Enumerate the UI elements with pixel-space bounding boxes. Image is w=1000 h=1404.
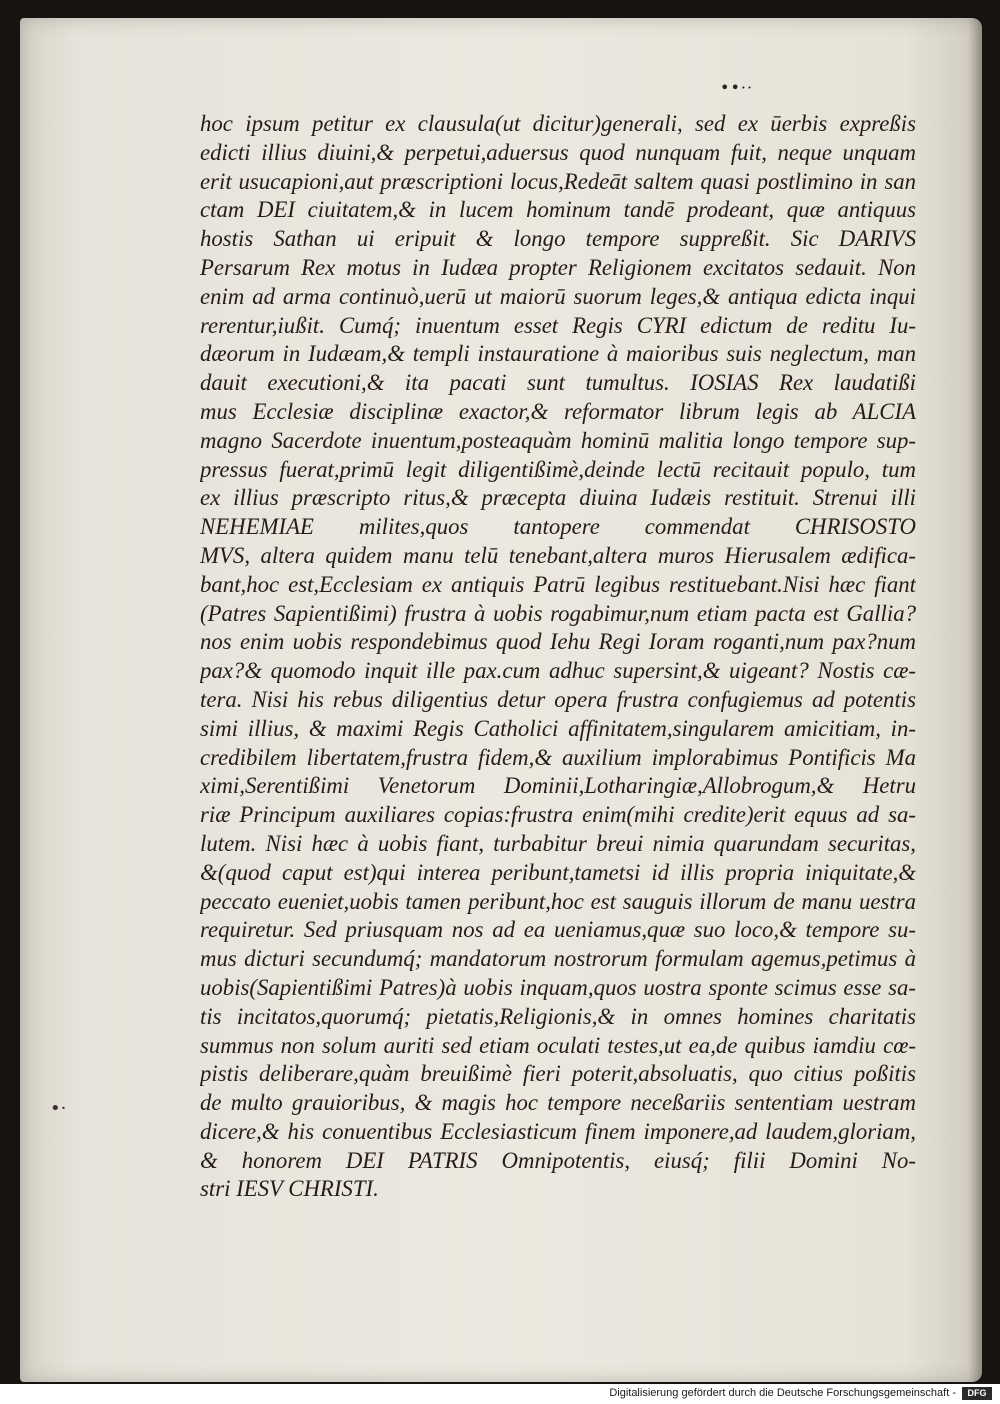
dfg-logo-icon: DFG xyxy=(962,1387,992,1400)
funding-credit: Digitalisierung gefördert durch die Deutsche Forschungsgemeinschaft - xyxy=(609,1387,956,1399)
text-line: peccato eueniet,uobis tamen peribunt,hoc est sauguis illorum de manu uestra xyxy=(200,888,916,914)
text-line-last: stri IESV CHRISTI. xyxy=(200,1176,379,1202)
stray-ink-mark: •· xyxy=(50,1098,67,1119)
text-line: tis incitatos,quorumq́; pietatis,Religionis,& in omnes homines charitatis xyxy=(200,1003,916,1029)
text-line: rerentur,iußit. Cumq́; inuentum esset Regis CYRI edictum de reditu Iu- xyxy=(200,312,916,338)
text-line: pressus fuerat,primū legit diligentißimè,deinde lectū recitauit populo, tum xyxy=(200,456,916,482)
footer-bar xyxy=(0,1384,1000,1404)
text-line: tera. Nisi his rebus diligentius detur opera frustra confugiemus ad potentis xyxy=(200,686,916,712)
text-line: MVS, altera quidem manu telū tenebant,altera muros Hierusalem ædifica- xyxy=(200,542,916,568)
text-line: credibilem libertatem,frustra fidem,& auxilium implorabimus Pontificis Ma xyxy=(200,744,916,770)
text-line: ximi,Serentißimi Venetorum Dominii,Lotharingiæ,Allobrogum,& Hetru xyxy=(200,773,916,799)
text-line: &(quod caput est)qui interea peribunt,tametsi id illis propria iniquitate,& xyxy=(200,859,916,885)
signature-mark: ••·· xyxy=(720,78,754,97)
text-line: NEHEMIAE milites,quos tantopere commendat CHRISOSTO xyxy=(200,514,916,540)
text-line: erit usucapioni,aut præscriptioni locus,Redeāt saltem quasi postlimino in san xyxy=(200,168,916,194)
text-line: requiretur. Sed priusquam nos ad ea ueniamus,quæ suo loco,& tempore su- xyxy=(200,917,916,943)
text-line: dauit executioni,& ita pacati sunt tumultus. IOSIAS Rex laudatißi xyxy=(200,370,916,396)
text-line: ex illius præscripto ritus,& præcepta diuina Iudæis restituit. Strenui illi xyxy=(200,485,916,511)
book-page xyxy=(20,18,982,1382)
body-text xyxy=(200,110,916,1204)
text-line: hostis Sathan ui eripuit & longo tempore suppreßit. Sic DARIVS xyxy=(200,226,916,252)
text-line: Persarum Rex motus in Iudæa propter Religionem excitatos sedauit. Non xyxy=(200,254,916,280)
text-line: de multo grauioribus, & magis hoc tempore neceßariis sententiam uestram xyxy=(200,1090,916,1116)
text-line: bant,hoc est,Ecclesiam ex antiquis Patrū legibus restituebant.Nisi hæc fiant xyxy=(200,571,916,597)
text-line: magno Sacerdote inuentum,posteaquàm hominū malitia longo tempore sup- xyxy=(200,427,916,453)
text-line: (Patres Sapientißimi) frustra à uobis rogabimur,num etiam pacta est Gallia? xyxy=(200,600,916,626)
text-line: dicere,& his conuentibus Ecclesiasticum finem imponere,ad laudem,gloriam, xyxy=(200,1118,916,1144)
text-line: simi illius, & maximi Regis Catholici affinitatem,singularem amicitiam, in- xyxy=(200,715,916,741)
page-edge-shadow xyxy=(968,18,982,1382)
text-line: ctam DEI ciuitatem,& in lucem hominum tandē prodeant, quæ antiquus xyxy=(200,197,916,223)
text-line: & honorem DEI PATRIS Omnipotentis, eiusq́; filii Domini No- xyxy=(200,1147,916,1173)
text-line: uobis(Sapientißimi Patres)à uobis inquam,quos uostra sponte scimus esse sa- xyxy=(200,974,916,1000)
text-line: summus non solum auriti sed etiam oculati testes,ut ea,de quibus iamdiu cœ- xyxy=(200,1032,916,1058)
text-line: pax?& quomodo inquit ille pax.cum adhuc supersint,& uigeant? Nostis cæ- xyxy=(200,658,916,684)
text-line: pistis deliberare,quàm breuißimè fieri poterit,absoluatis, quo citius poßitis xyxy=(200,1061,916,1087)
text-line: hoc ipsum petitur ex clausula(ut dicitur)generali, sed ex ūerbis expreßis xyxy=(200,111,916,136)
text-line: dæorum in Iudæam,& templi instauratione à maioribus suis neglectum, man xyxy=(200,341,916,367)
text-line: edicti illius diuini,& perpetui,aduersus quod nunquam fuit, neque unquam xyxy=(200,139,916,165)
text-line: enim ad arma continuò,uerū ut maiorū suorum leges,& antiqua edicta inqui xyxy=(200,283,916,309)
text-line: mus Ecclesiæ disciplinæ exactor,& reformator librum legis ab ALCIA xyxy=(200,398,916,424)
text-line: lutem. Nisi hæc à uobis fiant, turbabitur breui nimia quarundam securitas, xyxy=(200,830,916,856)
text-line: nos enim uobis respondebimus quod Iehu Regi Ioram roganti,num pax?num xyxy=(200,629,916,655)
text-line: riæ Principum auxiliares copias:frustra enim(mihi credite)erit equus ad sa- xyxy=(200,802,916,828)
text-line: mus dicturi secundumq́; mandatorum nostrorum formulam agemus,petimus à xyxy=(200,946,916,972)
